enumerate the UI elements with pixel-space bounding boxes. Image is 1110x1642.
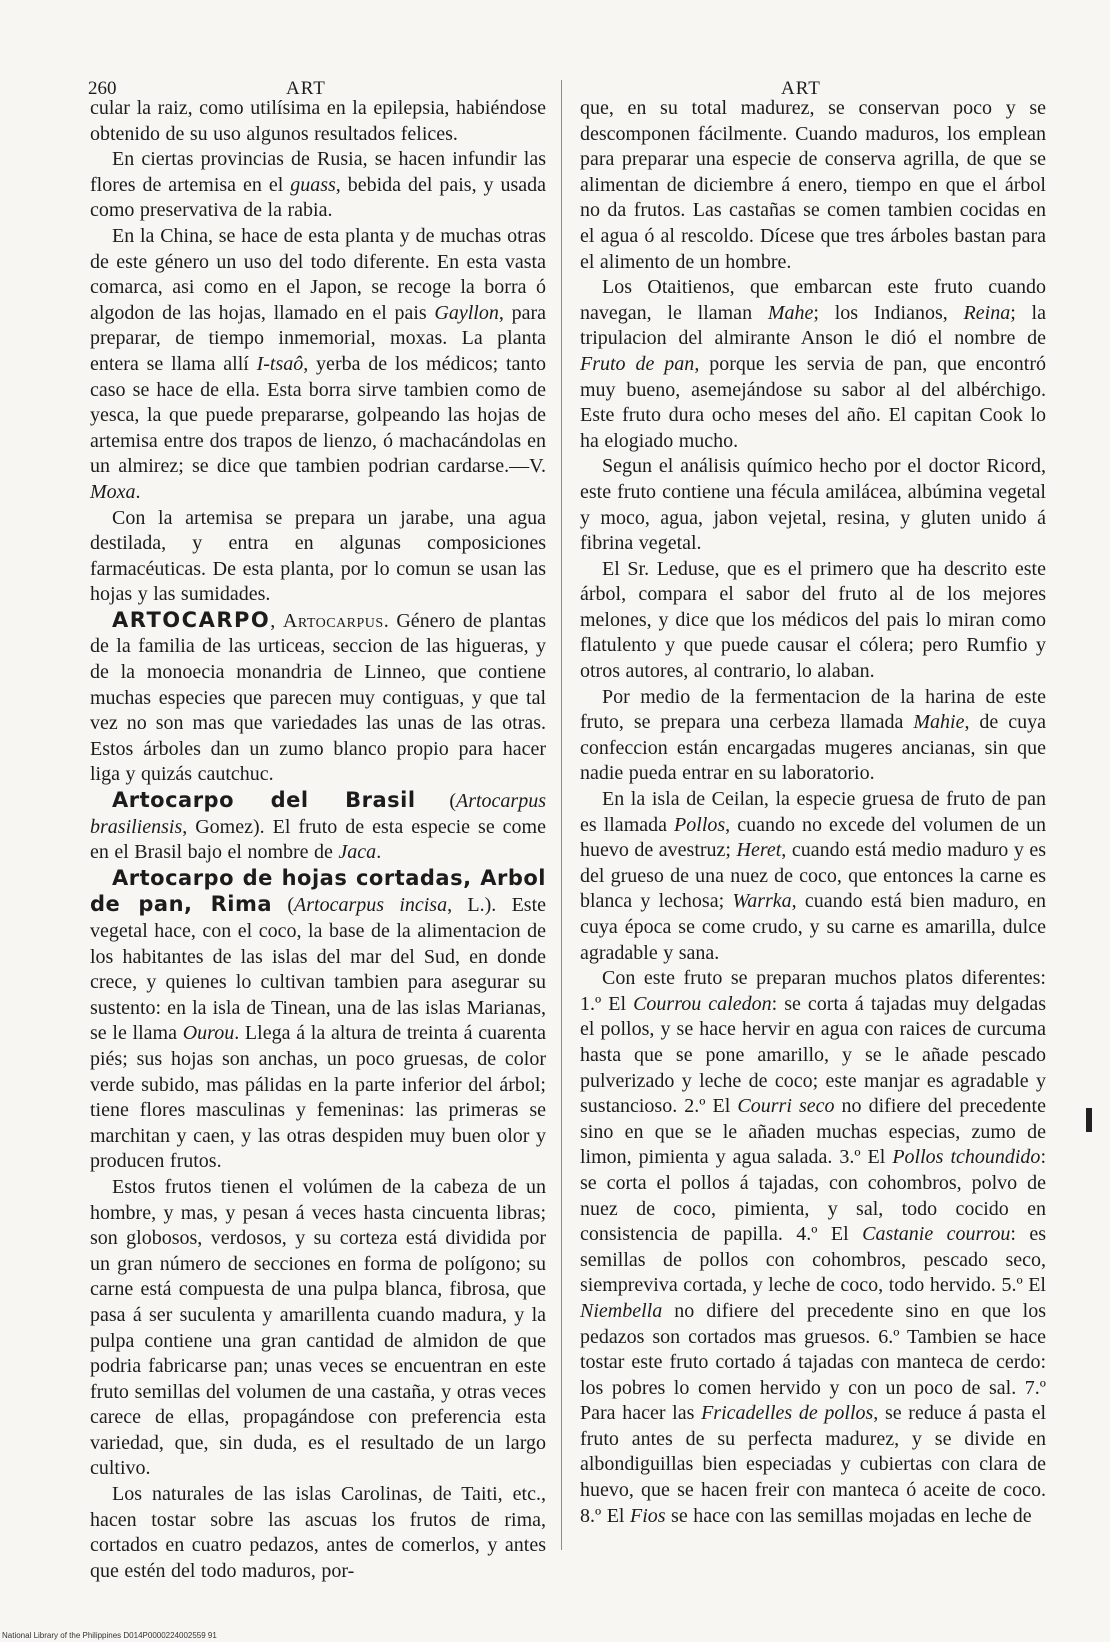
paragraph: Los Otaitienos, que embarcan este fruto cuando navegan, le llaman Mahe; los Indianos, Reina; la tripulacion del almirante Anson le dió el nombre de Fruto de pan, porque les servia de pan, que encontró muy bueno, asemejándose su sabor al del albérchigo. Este fruto dura ocho meses del año. El capitan Cook lo ha elogiado mucho. (580, 276, 1046, 452)
paragraph: Con este fruto se preparan muchos platos diferentes: 1.º El Courrou caledon: se corta á tajadas muy delgadas el pollos, y se hace hervir en agua con raices de curcuma hasta que se pone amarillo, y se le añade pescado pulverizado y leche de coco; este manjar es agradable y sustancioso. 2.º El Courri seco no difiere del precedente sino en que se le añaden muchas especias, zumo de limon, pimienta y agua salada. 3.º El Pollos tchoundido: se corta el pollos á tajadas, con cohombros, polvo de nuez de coco, pimienta, y sal, todo cocido en consistencia de papilla. 4.º El Castanie courrou: es semillas de pollos con cohombros, pescado seco, siempreviva cortada, y leche de coco, todo hervido. 5.º El Niembella no difiere del precedente sino en que los pedazos son cortados mas gruesos. 6.º Tambien se hace tostar este fruto cortado á tajadas con manteca de cerdo: los pobres lo comen hervido y con un poco de sal. 7.º Para hacer las Fricadelles de pollos, se reduce á pasta el fruto antes de su perfecta madurez, y se divide en albondiguillas bien especiadas y cubiertas con clara de huevo, que se hacen freir con manteca ó aceite de coco. 8.º El Fios se hace con las semillas mojadas en leche de (580, 967, 1047, 1527)
paragraph: Con la artemisa se prepara un jarabe, una agua destilada, y entra en algunas composiciones farmacéuticas. De esta planta, por lo comun se usan las hojas y las sumidades. (90, 506, 546, 606)
paragraph: que, en su total madurez, se conservan poco y se descomponen fácilmente. Cuando maduros, los emplean para preparar una especie de conserva agrilla, de que se alimentan de diciembre á enero, tiempo en que el árbol no da frutos. Las castañas se comen tambien cocidas en el agua ó al rescoldo. Dícese que tres árboles bastan para el alimento de un hombre. (580, 97, 1046, 273)
paragraph: Los naturales de las islas Carolinas, de Taiti, etc., hacen tostar sobre las ascuas los frutos de rima, cortados en cuatro pedazos, antes de comerlos, y antes que estén del todo maduros, por- (90, 1483, 546, 1582)
entry-artocarpo: ARTOCARPO, Artocarpus. Género de plantas de la familia de las urticeas, seccion de las higueras, y de la monoecia monandria de Linneo, que contiene muchas especies que parecen muy contiguas, y que tal vez no son mas que variedades las unas de las otras. Estos árboles dan un zumo blanco propio para hacer liga y quizás cautchuc. (90, 607, 546, 786)
paragraph: En la isla de Ceilan, la especie gruesa de fruto de pan es llamada Pollos, cuando no excede del volumen de un huevo de avestruz; Heret, cuando está medio maduro y es del grueso de una nuez de coco, que entonces la carne es blanca y lechosa; Warrka, cuando está bien maduro, en cuya época se come crudo, y su carne es amarilla, dulce agradable y sana. (580, 788, 1047, 964)
paragraph: Segun el análisis químico hecho por el doctor Ricord, este fruto contiene una fécula amilácea, albúmina vegetal y moco, agua, jabon vejetal, resina, y gluten unido á fibrina vegetal. (580, 455, 1046, 555)
entry-artocarpo-del-brasil: Artocarpo del Brasil (Artocarpus brasiliensis, Gomez). El fruto de esta especie se come en el Brasil bajo el nombre de Jaca. (90, 788, 546, 864)
left-column (90, 96, 546, 1584)
scan-edge-mark (1086, 1108, 1092, 1132)
headword: Artocarpo de hojas cortadas, Arbol de pan, Rima (90, 865, 546, 917)
paragraph: El Sr. Leduse, que es el primero que ha descrito este árbol, compara el sabor del fruto al de los mejores melones, y dice que los médicos del pais lo miran como flatulento y que puede causar el cólera; pero Rumfio y otros autores, al contrario, lo alaban. (580, 557, 1046, 683)
paragraph: Estos frutos tienen el volúmen de la cabeza de un hombre, y mas, y pesan á veces hasta cincuenta libras; son globosos, verdosos, y su corteza está dividida por un gran número de secciones en forma de polígono; su carne está compuesta de una pulpa blanca, fibrosa, que pasa á ser suculenta y amarillenta cuando madura, y la pulpa contiene una gran cantidad de almidon de que podria fabricarse pan; unas veces se encuentran en este fruto semillas del volumen de una castaña, y otras veces carece de ellas, propagándose con preferencia esta variedad, que, sin duda, es el resultado de un largo cultivo. (90, 1175, 546, 1480)
running-head-right: ART (781, 78, 821, 99)
page-number: 260 (88, 78, 117, 99)
scan-credit: National Library of the Philippines D014P0000224002559 91 (2, 1631, 217, 1640)
paragraph: cular la raiz, como utilísima en la epilepsia, habiéndose obtenido de su uso algunos resultados felices. (90, 97, 546, 145)
column-divider (561, 80, 562, 1550)
entry-artocarpo-de-hojas-cortadas: Artocarpo de hojas cortadas, Arbol de pan, Rima (Artocarpus incisa, L.). Este vegetal hace, con el coco, la base de la alimentacion de los habitantes de las islas del mar del Sud, en donde crece, y quienes lo cultivan tambien para asegurar su sustento: en la isla de Tinean, una de las islas Marianas, se le llama Ourou. Llega á la altura de treinta á cuarenta piés; sus hojas son anchas, un poco gruesas, de color verde subido, mas pálidas en la parte inferior del árbol; tiene flores masculinas y femeninas: las primeras se marchitan y caen, y las otras despiden muy buen olor y producen frutos. (90, 865, 546, 1173)
right-column (580, 96, 1046, 1529)
paragraph: En la China, se hace de esta planta y de muchas otras de este género un uso del todo diferente. En esta vasta comarca, asi como en el Japon, se recoge la borra ó algodon de las hojas, llamado en el pais Gayllon, para preparar, de tiempo inmemorial, moxas. La planta entera se llama allí I-tsaô, yerba de los médicos; tanto caso se hace de ella. Esta borra sirve tambien como de yesca, la que puede prepararse, golpeando las hojas de artemisa entre dos trapos de lienzo, ó machacándolas en un almirez; se dice que tambien podrian cardarse.—V. Moxa. (90, 224, 547, 503)
headword: Artocarpo del Brasil (112, 788, 416, 813)
headword: ARTOCARPO (112, 607, 271, 632)
paragraph: En ciertas provincias de Rusia, se hacen infundir las flores de artemisa en el guass, bebida del pais, y usada como preservativa de la rabia. (90, 148, 547, 222)
running-head-left: ART (286, 78, 326, 99)
paragraph: Por medio de la fermentacion de la harina de este fruto, se prepara una cerbeza llamada Mahie, de cuya confeccion están encargadas mugeres ancianas, sin que nadie pueda entrar en su laboratorio. (580, 685, 1046, 785)
